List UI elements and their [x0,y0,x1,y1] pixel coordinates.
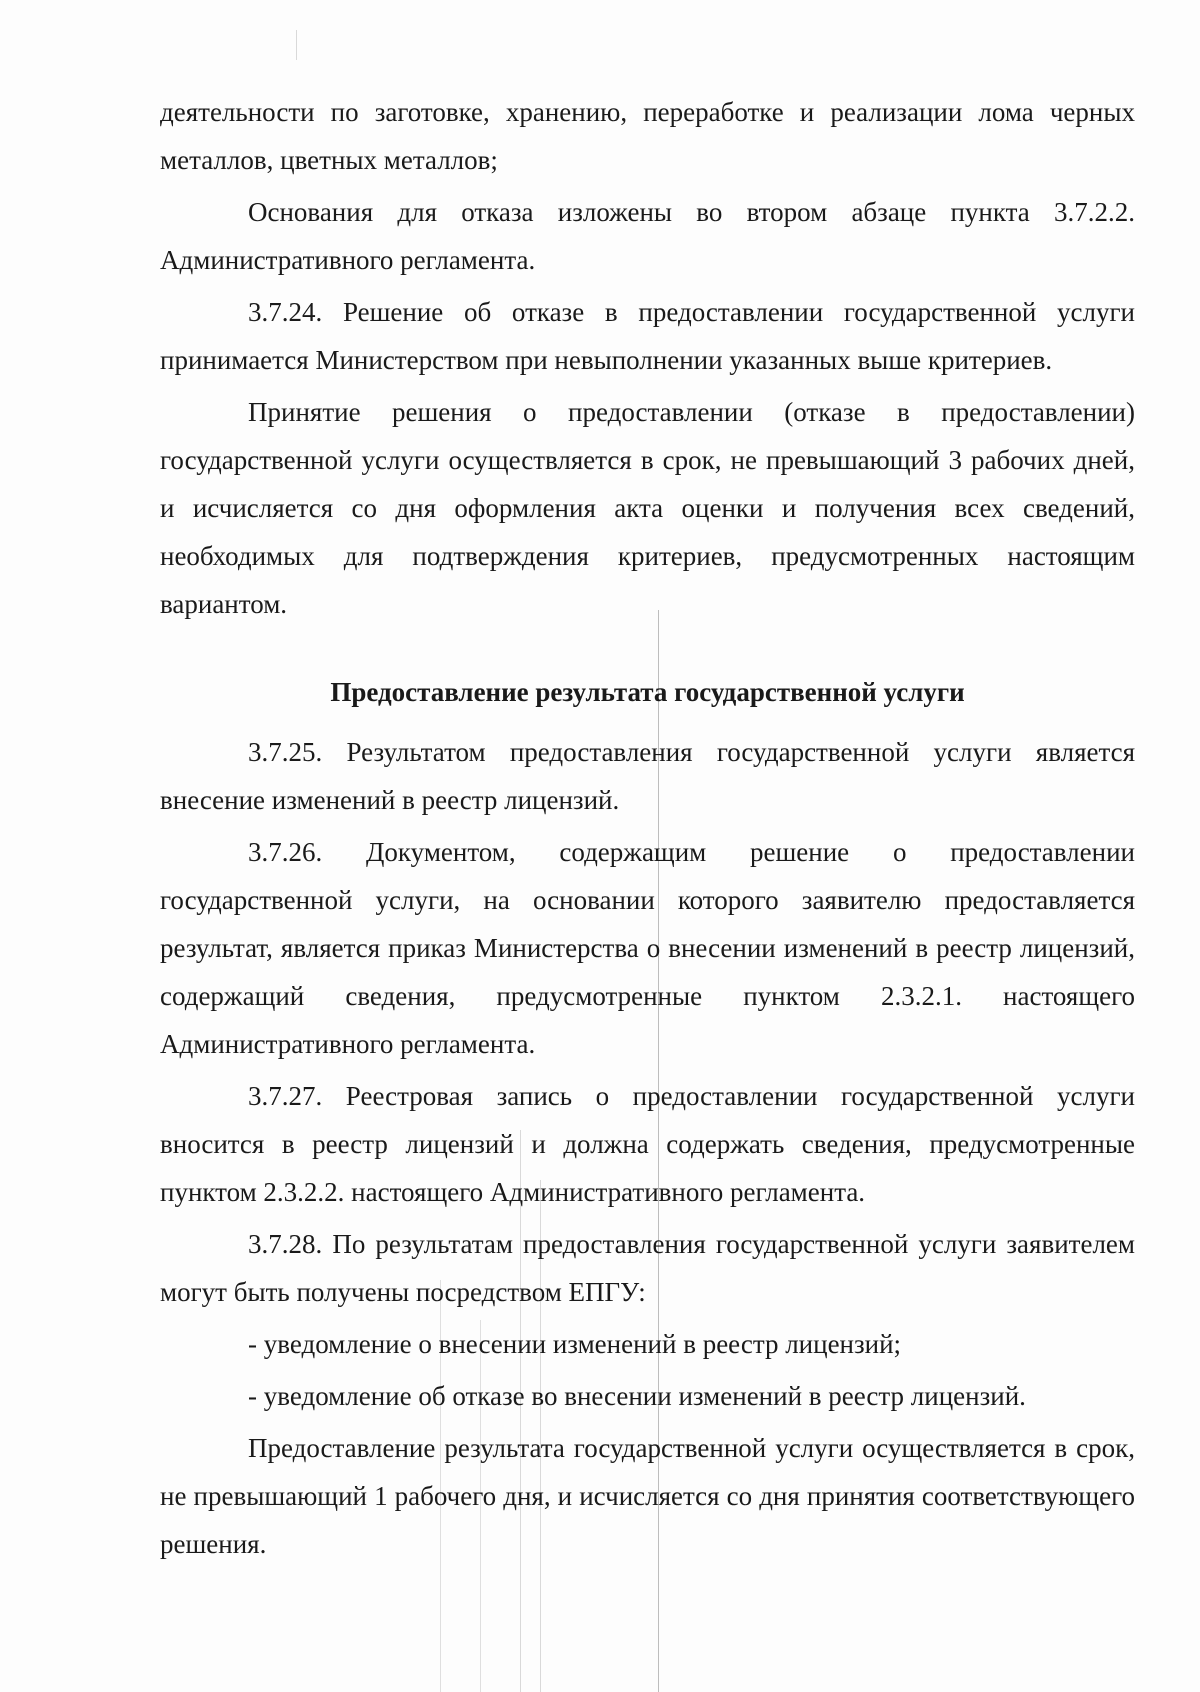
paragraph: 3.7.27. Реестровая запись о предоставлении государственной услуги вносится в реестр лицензий и должна содержать сведения, предусмотренные пунктом 2.3.2.2. настоящего Административного регламента. [160,1081,1135,1207]
paragraph: деятельности по заготовке, хранению, переработке и реализации лома черных металлов, цветных металлов; [160,97,1135,175]
list-item: - уведомление о внесении изменений в реестр лицензий; [248,1329,902,1359]
paragraph: 3.7.24. Решение об отказе в предоставлении государственной услуги принимается Министерством при невыполнении указанных выше критериев. [160,297,1135,375]
paragraph: 3.7.26. Документом, содержащим решение о предоставлении государственной услуги, на основании которого заявителю предоставляется результат, является приказ Министерства о внесении изменений в реестр лицензий, содержащий сведения, предусмотренные пунктом 2.3.2.1. настоящего Административного регламента. [160,837,1135,1059]
paragraph: Принятие решения о предоставлении (отказе в предоставлении) государственной услуги осуществляется в срок, не превышающий 3 рабочих дней, и исчисляется со дня оформления акта оценки и получения всех сведений, необходимых для подтверждения критериев, предусмотренных настоящим вариантом. [160,397,1135,619]
paragraph: Основания для отказа изложены во втором абзаце пункта 3.7.2.2. Административного регламента. [160,197,1135,275]
paragraph: 3.7.25. Результатом предоставления государственной услуги является внесение изменений в реестр лицензий. [160,737,1135,815]
scan-artifact-line [296,30,297,60]
section-heading: Предоставление результата государственной услуги [330,677,965,707]
paragraph: 3.7.28. По результатам предоставления государственной услуги заявителем могут быть получены посредством ЕПГУ: [160,1229,1135,1307]
list-item: - уведомление об отказе во внесении изменений в реестр лицензий. [248,1381,1026,1411]
paragraph: Предоставление результата государственной услуги осуществляется в срок, не превышающий 1 рабочего дня, и исчисляется со дня принятия соответствующего решения. [160,1433,1135,1559]
document-body [160,88,1135,1568]
